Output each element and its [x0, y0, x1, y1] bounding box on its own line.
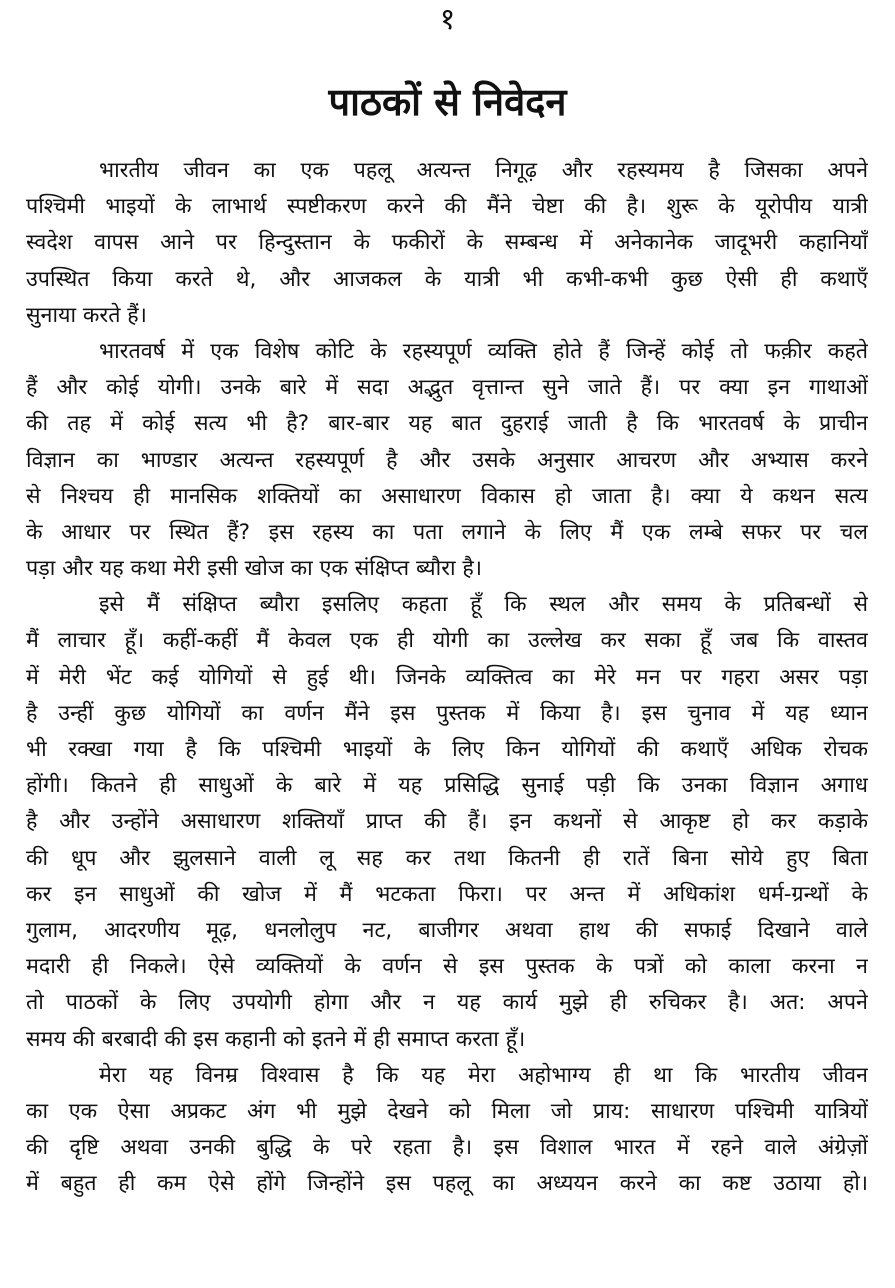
- text-line: भारतीय जीवन का एक पहलू अत्यन्त निगूढ़ और रहस्यमय है जिसका अपने: [99, 158, 868, 183]
- page-number: १: [439, 2, 456, 37]
- chapter-title: पाठकों से निवेदन: [328, 80, 567, 124]
- text-line: मदारी ही निकले। ऐसे व्यक्तियों के वर्णन से इस पुस्तक के पत्रों को काला करना न: [26, 954, 868, 980]
- text-line: समय की बरबादी की इस कहानी को इतने में ही समाप्त करता हूँ।: [26, 1026, 526, 1052]
- text-line: मैं लाचार हूँ। कहीं-कहीं मैं केवल एक ही योगी का उल्लेख कर सका हूँ जब कि वास्तव: [26, 628, 868, 654]
- text-line: हैं और कोई योगी। उनके बारे में सदा अद्भुत वृत्तान्त सुने जाते हैं। पर क्या इन गाथाओं: [26, 375, 868, 401]
- text-line: है उन्हीं कुछ योगियों का वर्णन मैंने इस पुस्तक में किया है। इस चुनाव में यह ध्यान: [26, 700, 868, 726]
- body-text: [26, 153, 868, 1202]
- text-line: मेरा यह विनम्र विश्वास है कि यह मेरा अहोभाग्य ही था कि भारतीय जीवन: [99, 1062, 868, 1088]
- text-line: में मेरी भेंट कई योगियों से हुई थी। जिनके व्यक्तित्व का मेरे मन पर गहरा असर पड़ा: [26, 664, 868, 690]
- text-line: इसे मैं संक्षिप्त ब्यौरा इसलिए कहता हूँ कि स्थल और समय के प्रतिबन्धों से: [99, 592, 868, 618]
- text-line: विज्ञान का भाण्डार अत्यन्त रहस्यपूर्ण है और उसके अनुसार आचरण और अभ्यास करने: [26, 447, 868, 473]
- text-line: भी रक्खा गया है कि पश्चिमी भाइयों के लिए किन योगियों की कथाएँ अधिक रोचक: [26, 737, 868, 762]
- text-line: के आधार पर स्थित हैं? इस रहस्य का पता लगाने के लिए मैं एक लम्बे सफर पर चल: [26, 519, 868, 545]
- text-line: है और उन्होंने असाधारण शक्तियाँ प्राप्त की हैं। इन कथनों से आकृष्ट हो कर कड़ाके: [26, 809, 868, 835]
- text-line: होंगी। कितने ही साधुओं के बारे में यह प्रसिद्धि सुनाई पड़ी कि उनका विज्ञान अगाध: [26, 773, 868, 799]
- text-line: पश्चिमी भाइयों के लाभार्थ स्पष्टीकरण करने की मैंने चेष्टा की है। शुरू के यूरोपीय यात्री: [26, 194, 868, 220]
- text-line: तो पाठकों के लिए उपयोगी होगा और न यह कार्य मुझे ही रुचिकर है। अत: अपने: [26, 990, 868, 1016]
- text-line: की तह में कोई सत्य भी है? बार-बार यह बात दुहराई जाती है कि भारतवर्ष के प्राचीन: [26, 411, 868, 437]
- text-line: पड़ा और यह कथा मेरी इसी खोज का एक संक्षिप्त ब्यौरा है।: [26, 556, 482, 582]
- text-line: का एक ऐसा अप्रकट अंग भी मुझे देखने को मिला जो प्राय: साधारण पश्चिमी यात्रियों: [26, 1098, 868, 1124]
- text-line: से निश्चय ही मानसिक शक्तियों का असाधारण विकास हो जाता है। क्या ये कथन सत्य: [26, 483, 868, 509]
- text-line: उपस्थित किया करते थे, और आजकल के यात्री भी कभी-कभी कुछ ऐसी ही कथाएँ: [26, 266, 868, 292]
- text-line: की धूप और झुलसाने वाली लू सह कर तथा कितनी ही रातें बिना सोये हुए बिता: [26, 845, 868, 871]
- text-line: में बहुत ही कम ऐसे होंगे जिन्होंने इस पहलू का अध्ययन करने का कष्ट उठाया हो।: [26, 1171, 868, 1197]
- text-line: की दृष्टि अथवा उनकी बुद्धि के परे रहता है। इस विशाल भारत में रहने वाले अंग्रेज़ों: [26, 1135, 868, 1161]
- text-line: गुलाम, आदरणीय मूढ़, धनलोलुप नट, बाजीगर अथवा हाथ की सफाई दिखाने वाले: [26, 917, 868, 943]
- text-line: भारतवर्ष में एक विशेष कोटि के रहस्यपूर्ण व्यक्ति होते हैं जिन्हें कोई तो फक़ीर कहते: [99, 338, 868, 364]
- text-line: कर इन साधुओं की खोज में मैं भटकता फिरा। पर अन्त में अधिकांश धर्म-ग्रन्थों के: [26, 881, 868, 907]
- text-line: सुनाया करते हैं।: [26, 302, 147, 328]
- text-line: स्वदेश वापस आने पर हिन्दुस्तान के फकीरों के सम्बन्ध में अनेकानेक जादूभरी कहानियाँ: [26, 230, 868, 256]
